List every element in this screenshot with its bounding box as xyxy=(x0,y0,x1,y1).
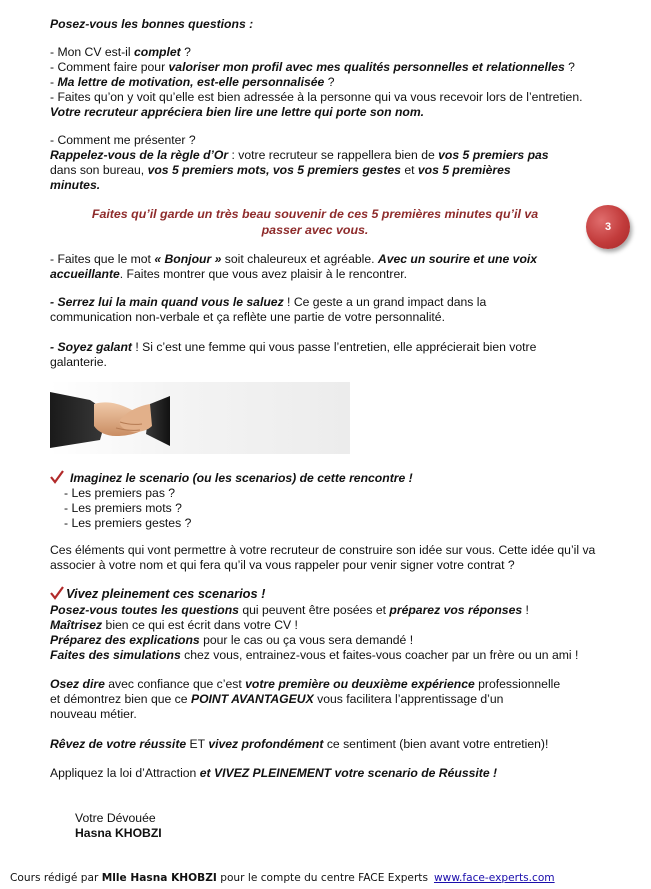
footer: Cours rédigé par Mlle Hasna KHOBZI pour le compte du centre FACE Experts www.face-experts.com xyxy=(10,872,555,884)
osez-line3: nouveau métier. xyxy=(50,707,137,721)
checkmark-icon xyxy=(50,470,64,484)
highlight-quote: Faites qu’il garde un très beau souvenir de ces 5 premières minutes qu’il va passer avec vous. xyxy=(91,207,539,237)
website-link[interactable]: www.face-experts.com xyxy=(433,872,555,884)
letter-advice: - Faites qu’on y voit qu’elle est bien adressée à la personne qui va vous recevoir lors de l’entretien. xyxy=(50,90,583,104)
signature-name: Hasna KHOBZI xyxy=(75,826,162,840)
handshake-image xyxy=(50,382,350,454)
section-title: Posez-vous les bonnes questions : xyxy=(50,17,254,31)
question-present: - Comment me présenter ? xyxy=(50,133,196,147)
revez-line: Rêvez de votre réussite ET vivez profondément ce sentiment (bien avant votre entretien)! xyxy=(50,737,549,751)
vivez-line3: Préparez des explications pour le cas ou ça vous sera demandé ! xyxy=(50,633,414,647)
list-item: - Les premiers mots ? xyxy=(64,501,182,515)
vivez-line2: Maîtrisez bien ce qui est écrit dans votre CV ! xyxy=(50,618,298,632)
list-item: - Les premiers pas ? xyxy=(64,486,176,500)
list-item: - Les premiers gestes ? xyxy=(64,516,192,530)
golden-rule-line2: dans son bureau, vos 5 premiers mots, vos 5 premiers gestes et vos 5 premières xyxy=(50,163,511,177)
handshake-line1: - Serrez lui la main quand vous le saluez ! Ce geste a un grand impact dans la xyxy=(50,295,487,309)
letter-advice-emphasis: Votre recruteur appréciera bien lire une lettre qui porte son nom. xyxy=(50,105,425,119)
handshake-icon xyxy=(50,382,350,454)
handshake-line2: communication non-verbale et ça reflète une partie de votre personnalité. xyxy=(50,310,445,324)
loi-line: Appliquez la loi d’Attraction et VIVEZ PLEINEMENT votre scenario de Réussite ! xyxy=(50,766,498,780)
elements-line2: associer à votre nom et qui fera qu’il va vous rappeler pour venir signer votre contrat ? xyxy=(50,558,515,572)
bonjour-line1: - Faites que le mot « Bonjour » soit chaleureux et agréable. Avec un sourire et une voix xyxy=(50,252,538,266)
golden-rule-line1: Rappelez-vous de la règle d’Or : votre recruteur se rappellera bien de vos 5 premiers pas xyxy=(50,148,549,162)
osez-line1: Osez dire avec confiance que c’est votre première ou deuxième expérience professionnelle xyxy=(50,677,561,691)
scenario-title: Imaginez le scenario (ou les scenarios) de cette rencontre ! xyxy=(50,470,413,485)
bonjour-line2: accueillante. Faites montrer que vous avez plaisir à le rencontrer. xyxy=(50,267,407,281)
vivez-title: Vivez pleinement ces scenarios ! xyxy=(50,586,265,601)
question-cv: - Mon CV est-il complet ? xyxy=(50,45,191,59)
galant-line1: - Soyez galant ! Si c’est une femme qui vous passe l’entretien, elle apprécierait bien votre xyxy=(50,340,537,354)
osez-line2: et démontrez bien que ce POINT AVANTAGEUX vous facilitera l’apprentissage d’un xyxy=(50,692,504,706)
vivez-line1: Posez-vous toutes les questions qui peuvent être posées et préparez vos réponses ! xyxy=(50,603,529,617)
question-letter: - Ma lettre de motivation, est-elle personnalisée ? xyxy=(50,75,335,89)
page-number-badge: 3 xyxy=(586,205,630,249)
golden-rule-line3: minutes. xyxy=(50,178,101,192)
elements-line1: Ces éléments qui vont permettre à votre recruteur de construire son idée sur vous. Cette idée qu’il va xyxy=(50,543,596,557)
galant-line2: galanterie. xyxy=(50,355,107,369)
checkmark-icon xyxy=(50,586,64,600)
signature-closing: Votre Dévouée xyxy=(75,811,156,825)
question-profile: - Comment faire pour valoriser mon profil avec mes qualités personnelles et relationnelles ? xyxy=(50,60,575,74)
vivez-line4: Faites des simulations chez vous, entrainez-vous et faites-vous coacher par un frère ou un ami ! xyxy=(50,648,579,662)
